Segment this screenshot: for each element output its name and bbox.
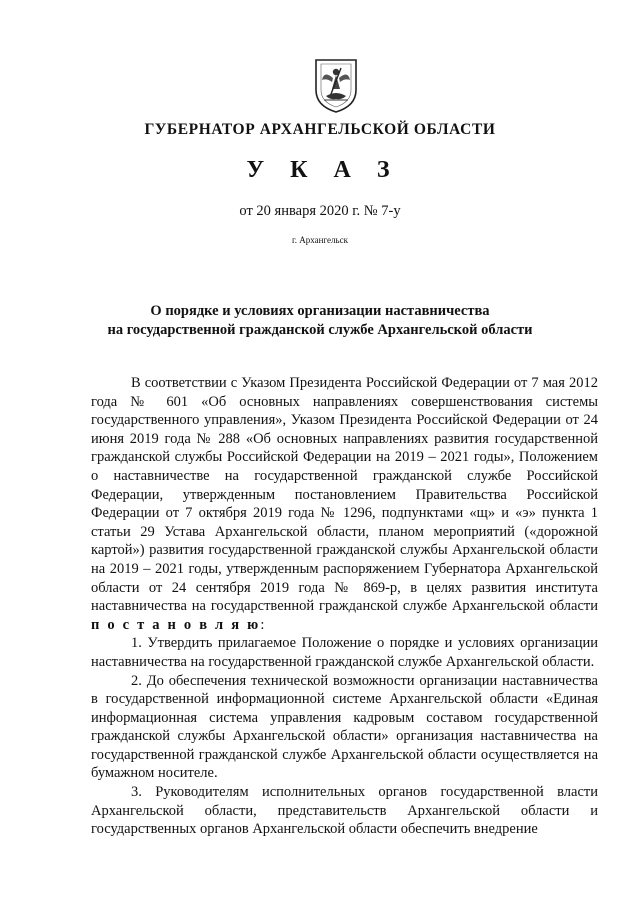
decree-colon: : [260, 616, 265, 633]
arkhangelsk-coat-of-arms-icon [312, 56, 360, 114]
item-1-paragraph: 1. Утвердить прилагаемое Положение о порядке и условиях организации наставничества на государственной гражданской службе Архангельской области. [91, 635, 598, 670]
document-city: г. Архангельск [292, 235, 348, 245]
preamble-paragraph [91, 374, 598, 634]
title-line-2: на государственной гражданской службе Архангельской области [107, 322, 533, 338]
preamble-text: В соответствии с Указом Президента Российской Федерации от 7 мая 2012 года № 601 «Об основных направлениях совершенствования системы государственного управления», Указом Президента Российской Федерации от 24 июня 2019 года № 288 «Об основных направлениях развития государственной гражданской службы Российской Федерации на 2019 – 2021 годы», Положением о наставничестве на государственной гражданской службе Российской Федерации, утвержденным постановлением Правительства Российской Федерации от 7 октября 2019 года № 1296, подпунктами «щ» и «э» пункта 1 статьи 29 Устава Архангельской области, планом мероприятий («дорожной картой») развития государственной гражданской службы Архангельской области на 2019 – 2021 годы, утвержденным распоряжением Губернатора Архангельской области от 24 сентября 2019 года № 869-р, в целях развития института наставничества на государственной гражданской службе Архангельской области [91, 375, 598, 615]
decree-word: п о с т а н о в л я ю [91, 616, 261, 633]
document-type: У К А З [246, 157, 400, 183]
item-2-paragraph: 2. До обеспечения технической возможности организации наставничества в государственной информационной системе Архангельской области «Единая информационная система управления кадровым составом государственной гражданской службы Архангельской области» организация наставничества на государственной гражданской службе Архангельской области осуществляется на бумажном носителе. [91, 672, 598, 782]
document-body [91, 374, 598, 839]
issuing-authority: ГУБЕРНАТОР АРХАНГЕЛЬСКОЙ ОБЛАСТИ [144, 121, 496, 138]
document-title [0, 302, 640, 340]
title-line-1: О порядке и условиях организации наставничества [150, 303, 490, 319]
item-3-paragraph: 3. Руководителям исполнительных органов государственной власти Архангельской области, представительств Архангельской области и государственных органов Архангельской области обеспечить внедрение [91, 784, 598, 838]
document-date-number: от 20 января 2020 г. № 7-у [239, 203, 401, 219]
